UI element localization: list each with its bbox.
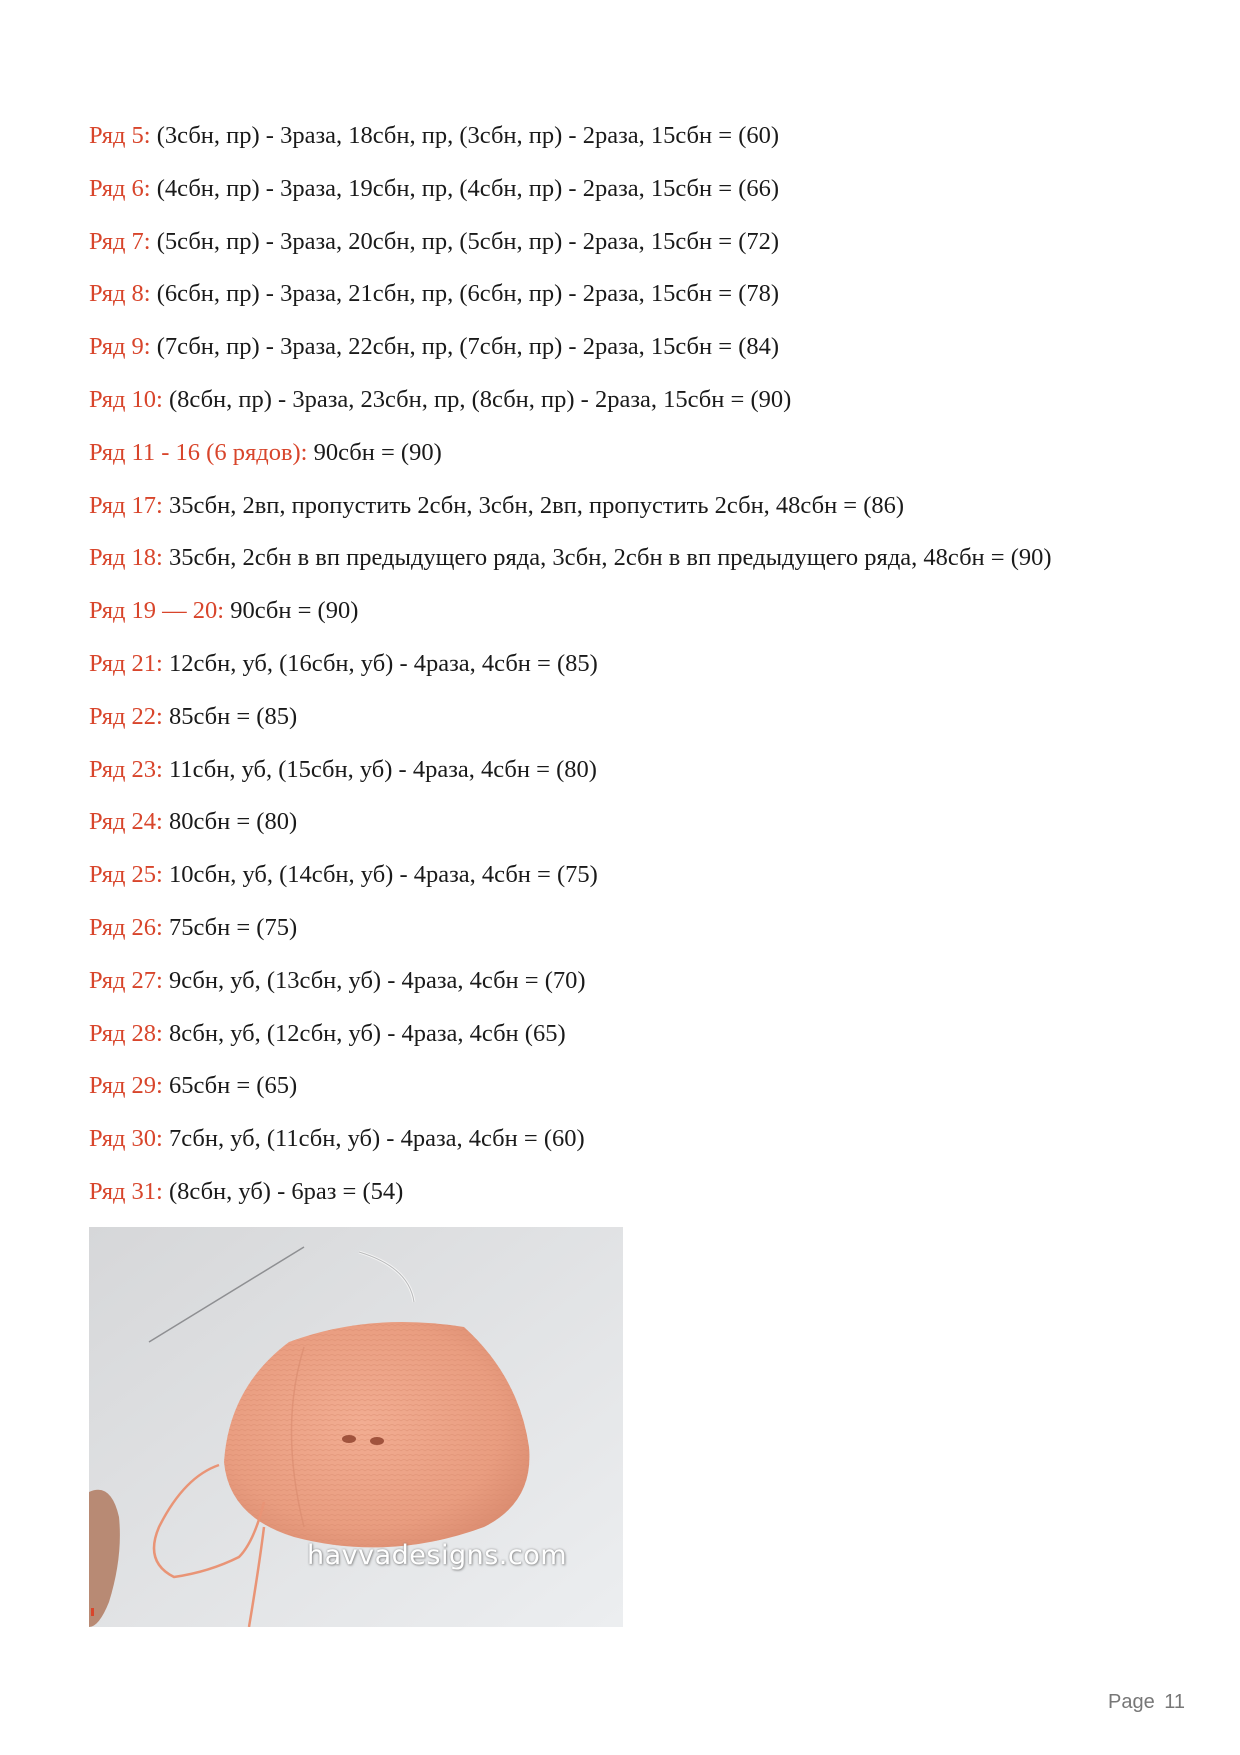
photo-watermark: havvadesigns.com xyxy=(307,1540,568,1571)
pattern-row xyxy=(89,747,1209,800)
row-instructions: 7сбн, уб, (11сбн, уб) - 4раза, 4сбн = (60) xyxy=(162,1125,585,1153)
row-label: Ряд 8: xyxy=(89,280,151,308)
pattern-row xyxy=(89,113,1209,166)
row-label: Ряд 30: xyxy=(89,1125,163,1153)
row-instructions: (5сбн, пр) - 3раза, 20сбн, пр, (5сбн, пр) - 2раза, 15сбн = (72) xyxy=(150,227,780,255)
row-label: Ряд 24: xyxy=(89,808,163,836)
row-instructions: (8сбн, пр) - 3раза, 23сбн, пр, (8сбн, пр) - 2раза, 15сбн = (90) xyxy=(162,385,792,413)
row-label: Ряд 21: xyxy=(89,649,163,677)
pattern-row xyxy=(89,694,1209,747)
row-label: Ряд 27: xyxy=(89,966,163,994)
row-instructions: 8сбн, уб, (12сбн, уб) - 4раза, 4сбн (65) xyxy=(162,1019,566,1047)
row-instructions: (6сбн, пр) - 3раза, 21сбн, пр, (6сбн, пр) - 2раза, 15сбн = (78) xyxy=(150,280,780,308)
pattern-row xyxy=(89,641,1209,694)
eye-hole xyxy=(370,1437,384,1445)
row-label: Ряд 18: xyxy=(89,544,163,572)
row-instructions: 85сбн = (85) xyxy=(162,702,298,730)
row-instructions: 75сбн = (75) xyxy=(162,913,298,941)
pattern-row xyxy=(89,271,1209,324)
pattern-row xyxy=(89,430,1209,483)
row-label: Ряд 17: xyxy=(89,491,163,519)
row-instructions: (8сбн, уб) - 6раз = (54) xyxy=(162,1177,404,1205)
row-label: Ряд 11 - 16 (6 рядов): xyxy=(89,438,308,466)
pattern-row xyxy=(89,483,1209,536)
row-instructions: 11сбн, уб, (15сбн, уб) - 4раза, 4сбн = (80) xyxy=(162,755,597,783)
pattern-row xyxy=(89,535,1209,588)
pattern-row xyxy=(89,166,1209,219)
pattern-row xyxy=(89,588,1209,641)
row-instructions: 80сбн = (80) xyxy=(162,808,298,836)
row-instructions: 10сбн, уб, (14сбн, уб) - 4раза, 4сбн = (75) xyxy=(162,861,598,889)
row-label: Ряд 31: xyxy=(89,1177,163,1205)
row-label: Ряд 29: xyxy=(89,1072,163,1100)
pattern-row xyxy=(89,1116,1209,1169)
row-label: Ряд 5: xyxy=(89,122,151,149)
row-label: Ряд 7: xyxy=(89,227,151,255)
page-number: Page 11 xyxy=(1108,1691,1186,1713)
row-instructions: 12сбн, уб, (16сбн, уб) - 4раза, 4сбн = (85) xyxy=(162,649,598,677)
row-label: Ряд 19 — 20: xyxy=(89,597,225,625)
row-label: Ряд 23: xyxy=(89,755,163,783)
row-instructions: 35сбн, 2сбн в вп предыдущего ряда, 3сбн, 2сбн в вп предыдущего ряда, 48сбн = (90) xyxy=(162,544,1052,572)
pattern-row xyxy=(89,852,1209,905)
row-label: Ряд 10: xyxy=(89,385,163,413)
pattern-row xyxy=(89,1063,1209,1116)
row-instructions: 90сбн = (90) xyxy=(307,438,442,466)
row-label: Ряд 25: xyxy=(89,861,163,889)
row-label: Ряд 9: xyxy=(89,333,151,361)
row-instructions: (4сбн, пр) - 3раза, 19сбн, пр, (4сбн, пр) - 2раза, 15сбн = (66) xyxy=(150,174,780,202)
crochet-head-photo xyxy=(89,1227,623,1627)
row-label: Ряд 26: xyxy=(89,913,163,941)
pattern-row xyxy=(89,905,1209,958)
pattern-row xyxy=(89,958,1209,1011)
row-instructions: 65сбн = (65) xyxy=(162,1072,298,1100)
pattern-rows xyxy=(89,113,1209,1222)
row-label: Ряд 6: xyxy=(89,174,151,202)
row-instructions: 90сбн = (90) xyxy=(224,597,359,625)
eye-hole xyxy=(342,1435,356,1443)
pattern-row xyxy=(89,1169,1209,1222)
pattern-row xyxy=(89,377,1209,430)
row-label: Ряд 28: xyxy=(89,1019,163,1047)
row-instructions: (7сбн, пр) - 3раза, 22сбн, пр, (7сбн, пр) - 2раза, 15сбн = (84) xyxy=(150,333,780,361)
pattern-row xyxy=(89,219,1209,272)
pattern-row xyxy=(89,324,1209,377)
pattern-row xyxy=(89,799,1209,852)
row-instructions: (3сбн, пр) - 3раза, 18сбн, пр, (3сбн, пр) - 2раза, 15сбн = (60) xyxy=(150,122,780,149)
row-instructions: 35сбн, 2вп, пропустить 2сбн, 3сбн, 2вп, пропустить 2сбн, 48сбн = (86) xyxy=(162,491,905,519)
row-label: Ряд 22: xyxy=(89,702,163,730)
pattern-row xyxy=(89,1011,1209,1064)
row-instructions: 9сбн, уб, (13сбн, уб) - 4раза, 4сбн = (70) xyxy=(162,966,586,994)
